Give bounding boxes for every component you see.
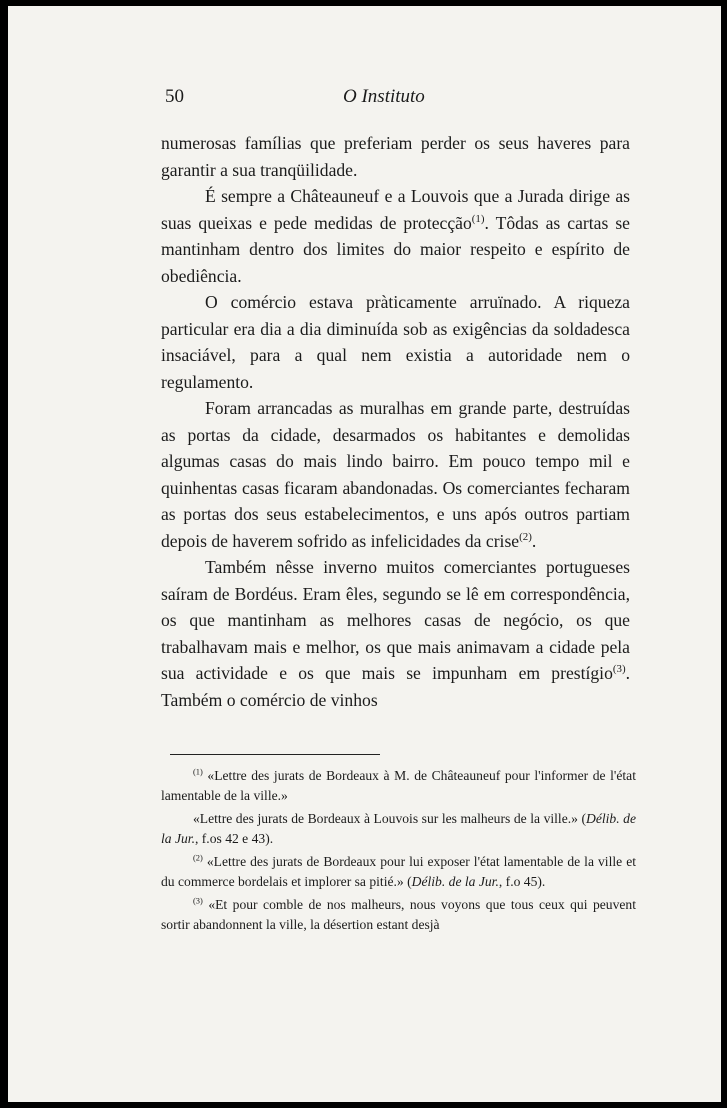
- paragraph-5-text-a: Também nêsse inverno muitos comerciantes portugueses saíram de Bordéus. Eram êles, segundo se lê em correspondência, os que mantinham as melhores casas de negócio, os que trabalhavam mais e melhor, os que mais animavam a cidade pela sua actividade e os que mais se impunham em prestígio: [161, 557, 630, 683]
- footnote-1-marker: (1): [193, 766, 203, 777]
- footnote-1b-pages: , f.os 42 e 43).: [194, 830, 274, 846]
- book-page: [8, 6, 721, 1102]
- footnote-2-marker: (2): [193, 852, 203, 863]
- paragraph-4: [161, 395, 630, 554]
- footnote-3-text: «Et pour comble de nos malheurs, nous voyons que tous ceux qui peuvent sortir abandonnent la ville, la désertion estant desjà: [161, 897, 636, 932]
- footnote-2-text: «Lettre des jurats de Bordeaux pour lui exposer l'état lamentable de la ville et du commerce bordelais et implorer sa pitié.» (: [161, 854, 637, 889]
- footnote-ref-2: (2): [519, 530, 532, 543]
- paragraph-2-text-b: . Tôdas as cartas se mantinham dentro dos limites do maior respeito e espírito de obediência.: [161, 212, 630, 286]
- paragraph-4-text-a: Foram arrancadas as muralhas em grande parte, destruídas as portas da cidade, desarmados os habitantes e demolidas algumas casas do mais lindo bairro. Em pouco tempo mil e quinhentas casas ficaram abandonadas. Os comerciantes fecharam as portas dos seus estabelecimentos, e uns após outros partiam depois de haverem sofrido as infelicidades da crise: [161, 398, 630, 551]
- paragraph-5-text-b: . Também o comércio de vinhos: [161, 663, 630, 710]
- footnote-2-citation: Délib. de la Jur.: [411, 873, 499, 889]
- page-number: 50: [165, 86, 184, 107]
- footnote-2: [161, 852, 636, 891]
- footnote-divider: [170, 754, 380, 755]
- main-text: [161, 130, 630, 713]
- running-title: O Instituto: [343, 86, 425, 107]
- paragraph-1: numerosas famílias que preferiam perder os seus haveres para garantir a sua tranqüilidade.: [161, 133, 630, 180]
- paragraph-2-text-a: É sempre a Châteauneuf e a Louvois que a Jurada dirige as suas queixas e pede medidas de protecção: [161, 186, 630, 233]
- paragraph-2: [161, 183, 630, 289]
- footnote-1b-text: «Lettre des jurats de Bordeaux à Louvois sur les malheurs de la ville.» (: [193, 811, 587, 826]
- footnote-1b-citation: Délib. de la Jur.: [161, 811, 636, 846]
- footnote-3: [161, 895, 636, 934]
- footnote-1-text: «Lettre des jurats de Bordeaux à M. de Châteauneuf pour l'informer de l'état lamentable de la ville.»: [161, 768, 636, 803]
- footnote-2-pages: , f.o 45).: [498, 873, 546, 889]
- footnote-3-marker: (3): [193, 895, 203, 906]
- footnote-1: [161, 766, 636, 805]
- footnote-ref-3: (3): [612, 663, 626, 676]
- paragraph-3: O comércio estava pràticamente arruïnado. A riqueza particular era dia a dia diminuída sob as exigências da soldadesca insaciável, para a qual nem existia a autoridade nem o regulamento.: [161, 292, 630, 392]
- footnotes: [161, 766, 636, 938]
- paragraph-5: [161, 554, 630, 713]
- footnote-1b: [161, 809, 636, 848]
- paragraph-4-text-b: .: [531, 530, 537, 551]
- footnote-ref-1: (1): [471, 212, 485, 225]
